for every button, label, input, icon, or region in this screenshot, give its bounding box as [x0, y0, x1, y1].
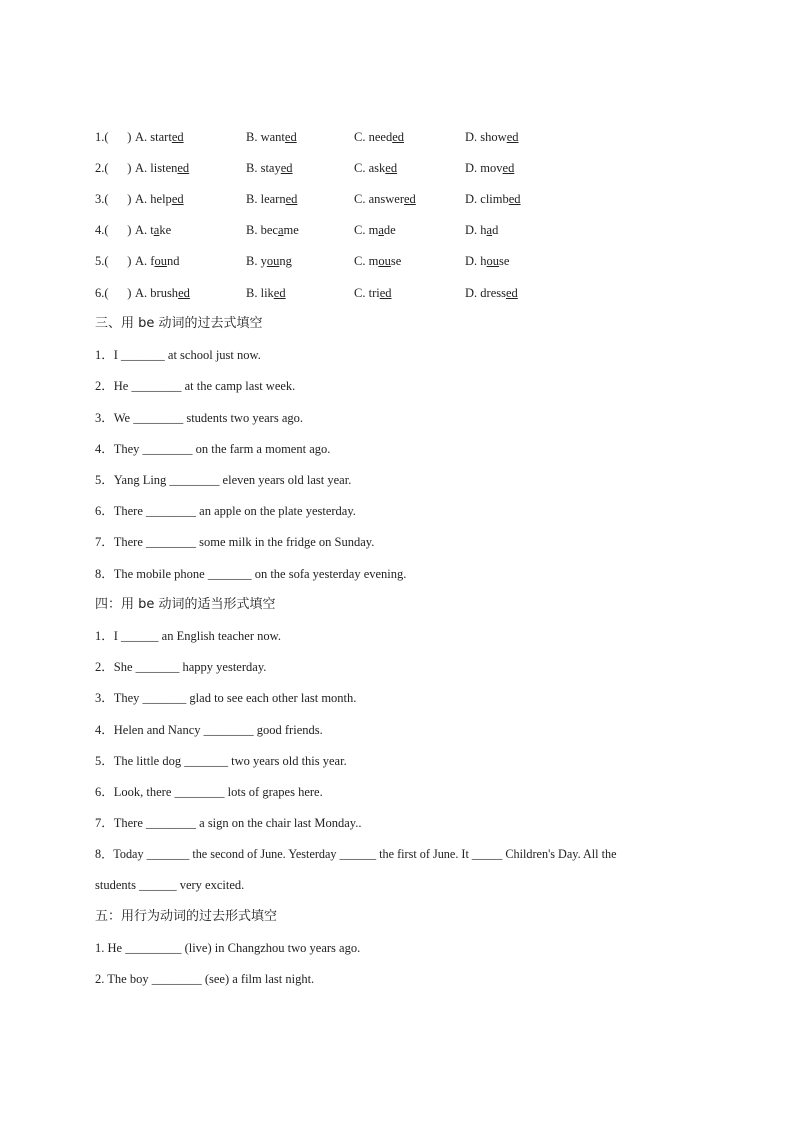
section-4-heading: 四：用 be 动词的适当形式填空 — [95, 597, 276, 612]
section-3-item: 5．Yang Ling ________ eleven years old last year. — [95, 473, 352, 487]
section-3-item: 4．They ________ on the farm a moment ago. — [95, 442, 331, 456]
section-4-item: 8．Today _______ the second of June. Yesterday ______ the first of June. It _____ Children's Day. All the — [95, 847, 617, 861]
section-4-item: 3．They _______ glad to see each other last month. — [95, 691, 357, 705]
section-5-item: 1. He _________ (live) in Changzhou two years ago. — [95, 941, 361, 955]
answer-option: C. answered — [354, 192, 416, 206]
answer-option: C. asked — [354, 161, 398, 175]
section-3-heading: 三、用 be 动词的过去式填空 — [95, 316, 263, 331]
section-4-item: 6．Look, there ________ lots of grapes here. — [95, 785, 323, 799]
answer-option: D. house — [465, 254, 510, 268]
section-4-item: 4．Helen and Nancy ________ good friends. — [95, 723, 323, 737]
section-4-item: 1．I ______ an English teacher now. — [95, 629, 281, 643]
section-4-item: 2．She _______ happy yesterday. — [95, 660, 267, 674]
section-3-item: 3．We ________ students two years ago. — [95, 411, 303, 425]
answer-option: C. tried — [354, 286, 392, 300]
answer-option: A. helped — [135, 192, 184, 206]
answer-option: B. became — [246, 223, 299, 237]
answer-option: D. dressed — [465, 286, 518, 300]
answer-option: A. take — [135, 223, 172, 237]
answer-option: B. wanted — [246, 130, 297, 144]
answer-option: D. had — [465, 223, 499, 237]
section-5-item: 2. The boy ________ (see) a film last night. — [95, 972, 315, 986]
answer-option: C. mouse — [354, 254, 402, 268]
section-3-item: 8．The mobile phone _______ on the sofa yesterday evening. — [95, 567, 407, 581]
answer-option: C. needed — [354, 130, 405, 144]
answer-option: C. made — [354, 223, 396, 237]
question-number: 4.( ) — [95, 223, 132, 237]
answer-option: A. found — [135, 254, 180, 268]
answer-option: A. listened — [135, 161, 190, 175]
answer-option: A. brushed — [135, 286, 190, 300]
section-3-item: 2．He ________ at the camp last week. — [95, 379, 296, 393]
section-5-heading: 五：用行为动词的过去形式填空 — [95, 909, 278, 924]
question-number: 2.( ) — [95, 161, 132, 175]
answer-option: B. young — [246, 254, 292, 268]
answer-option: B. learned — [246, 192, 298, 206]
section-4-item-continued: students ______ very excited. — [95, 878, 245, 892]
answer-option: D. climbed — [465, 192, 521, 206]
answer-option: D. moved — [465, 161, 515, 175]
section-3-item: 7．There ________ some milk in the fridge on Sunday. — [95, 535, 375, 549]
section-4-item: 7．There ________ a sign on the chair last Monday.. — [95, 816, 362, 830]
question-number: 5.( ) — [95, 254, 132, 268]
answer-option: B. liked — [246, 286, 286, 300]
question-number: 1.( ) — [95, 130, 132, 144]
section-3-item: 1．I _______ at school just now. — [95, 348, 261, 362]
question-number: 3.( ) — [95, 192, 132, 206]
answer-option: D. showed — [465, 130, 519, 144]
section-4-item: 5．The little dog _______ two years old this year. — [95, 754, 347, 768]
question-number: 6.( ) — [95, 286, 132, 300]
section-3-item: 6．There ________ an apple on the plate yesterday. — [95, 504, 356, 518]
answer-option: B. stayed — [246, 161, 293, 175]
answer-option: A. started — [135, 130, 184, 144]
